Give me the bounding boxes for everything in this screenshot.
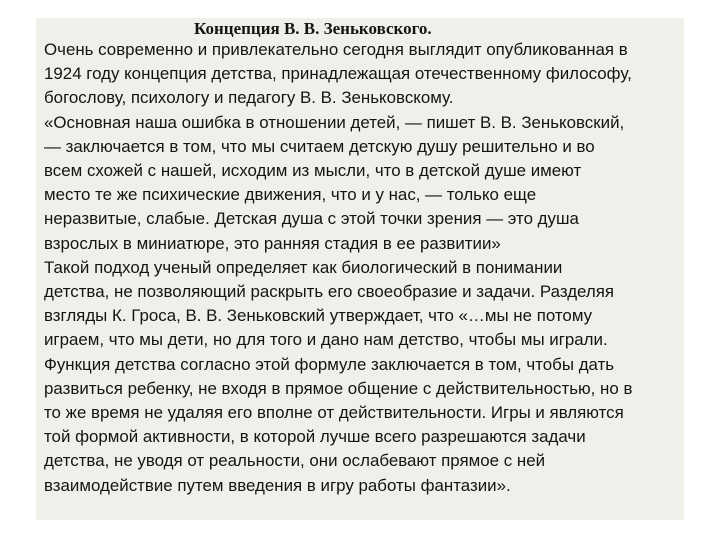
document-title: Концепция В. В. Зеньковского.: [194, 19, 432, 38]
body-line: детства, не уводя от реальности, они ослабевают прямое с ней: [44, 451, 546, 471]
body-line: 1924 году концепция детства, принадлежащая отечественному философу,: [44, 64, 632, 84]
body-line: Функция детства согласно этой формуле заключается в том, чтобы дать: [44, 354, 615, 374]
body-line: Такой подход ученый определяет как биологический в понимании: [44, 257, 563, 277]
body-line: взаимодействие путем введения в игру работы фантазии».: [44, 475, 511, 495]
body-line: богослову, психологу и педагогу В. В. Зеньковскому.: [44, 88, 454, 108]
body-line: место те же психические движения, что и у нас, — только еще: [44, 185, 537, 205]
body-line: играем, что мы дети, но для того и дано нам детство, чтобы мы играли.: [44, 330, 608, 350]
body-line: развиться ребенку, не входя в прямое общение с действительностью, но в: [44, 378, 633, 398]
document-body: [44, 38, 684, 498]
body-line: взрослых в миниатюре, это ранняя стадия в ее развитии»: [44, 233, 501, 253]
body-line: взгляды К. Гроса, В. В. Зеньковский утверждает, что «…мы не потому: [44, 306, 593, 326]
body-line: неразвитые, слабые. Детская душа с этой точки зрения — это душа: [44, 209, 579, 229]
body-line: Очень современно и привлекательно сегодня выглядит опубликованная в: [44, 40, 628, 59]
body-line: той формой активности, в которой лучше всего разрешаются задачи: [44, 427, 586, 447]
body-line: всем схожей с нашей, исходим из мысли, что в детской душе имеют: [44, 161, 582, 181]
body-line: «Основная наша ошибка в отношении детей, — пишет В. В. Зеньковский,: [44, 112, 625, 132]
body-line: детства, не позволяющий раскрыть его своеобразие и задачи. Разделяя: [44, 282, 615, 302]
body-line: — заключается в том, что мы считаем детскую душу решительно и во: [44, 136, 595, 156]
body-line: то же время не удаляя его вполне от действительности. Игры и являются: [44, 403, 624, 423]
